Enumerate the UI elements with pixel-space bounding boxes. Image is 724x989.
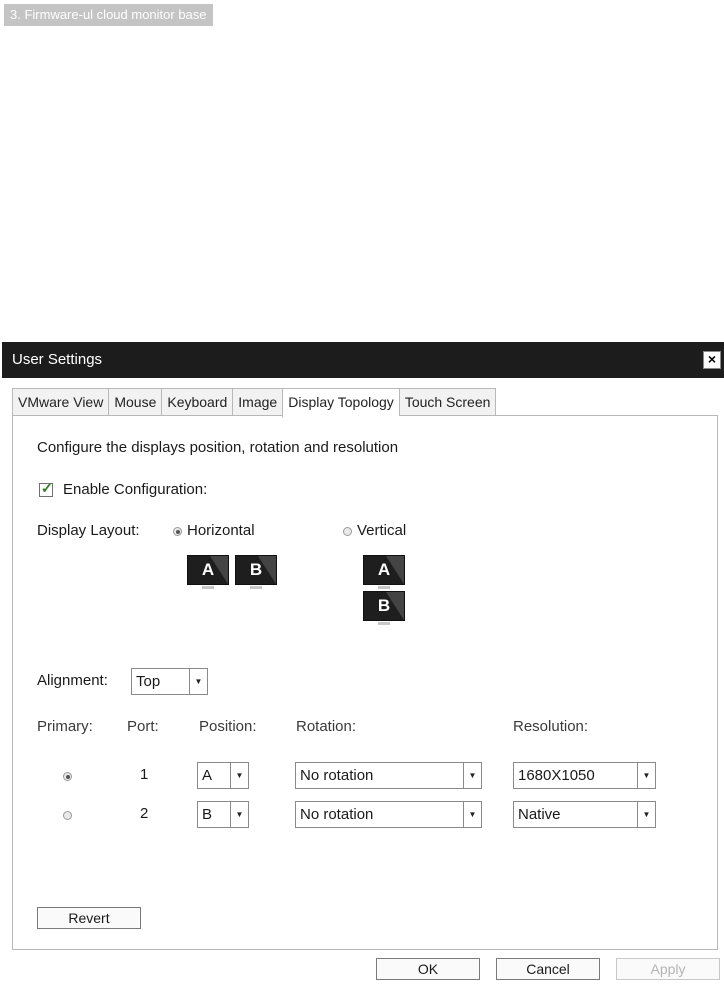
header-rotation: Rotation: — [296, 718, 357, 735]
triangle-down-icon: ▼ — [637, 802, 655, 827]
rotation-value: No rotation — [300, 806, 374, 823]
alignment-select[interactable] — [131, 668, 208, 695]
enable-configuration-label: Enable Configuration: — [63, 481, 208, 498]
triangle-down-icon: ▼ — [463, 763, 481, 788]
monitor-icon — [187, 555, 229, 585]
triangle-down-icon: ▼ — [230, 763, 248, 788]
position-select-port-1[interactable] — [197, 762, 249, 789]
header-port: Port: — [127, 718, 159, 735]
panel-description: Configure the displays position, rotation and resolution — [37, 439, 399, 456]
monitor-icon — [235, 555, 277, 585]
monitor-stand — [202, 586, 214, 589]
monitor-stand — [250, 586, 262, 589]
rotation-select-port-2[interactable] — [295, 801, 482, 828]
triangle-down-icon: ▼ — [230, 802, 248, 827]
resolution-value: 1680X1050 — [518, 767, 595, 784]
title-bar — [2, 342, 724, 378]
tab-mouse[interactable]: Mouse — [108, 388, 161, 416]
checkmark-icon: ✓ — [41, 480, 53, 496]
revert-button[interactable]: Revert — [37, 907, 141, 929]
ok-button[interactable]: OK — [376, 958, 480, 980]
tab-touch-screen[interactable]: Touch Screen — [399, 388, 497, 416]
layout-horizontal-label: Horizontal — [187, 522, 255, 539]
tab-bar — [12, 388, 496, 416]
layout-vertical-radio[interactable] — [343, 527, 352, 536]
monitor-b-label: B — [377, 596, 391, 615]
monitor-stand — [378, 622, 390, 625]
primary-radio-port-1[interactable] — [63, 772, 72, 781]
rotation-value: No rotation — [300, 767, 374, 784]
rotation-select-port-1[interactable] — [295, 762, 482, 789]
triangle-down-icon: ▼ — [463, 802, 481, 827]
window-title: User Settings — [12, 351, 103, 368]
resolution-value: Native — [518, 806, 561, 823]
monitor-a-label: A — [377, 560, 391, 579]
resolution-select-port-1[interactable] — [513, 762, 656, 789]
header-primary: Primary: — [37, 718, 93, 735]
apply-button[interactable]: Apply — [616, 958, 720, 980]
layout-horizontal-radio[interactable] — [173, 527, 182, 536]
header-resolution: Resolution: — [513, 718, 589, 735]
monitor-stand — [378, 586, 390, 589]
position-select-port-2[interactable] — [197, 801, 249, 828]
display-layout-label: Display Layout: — [37, 522, 140, 539]
user-settings-dialog — [2, 342, 724, 989]
display-topology-panel — [12, 415, 718, 950]
monitor-b-label: B — [249, 560, 263, 579]
tab-keyboard[interactable]: Keyboard — [161, 388, 232, 416]
tab-display-topology[interactable]: Display Topology — [282, 388, 399, 418]
layout-vertical-label: Vertical — [357, 522, 407, 539]
port-number: 2 — [140, 805, 149, 822]
monitor-icon — [363, 591, 405, 621]
primary-radio-port-2[interactable] — [63, 811, 72, 820]
alignment-value: Top — [136, 673, 161, 690]
close-icon[interactable]: × — [703, 351, 721, 369]
cancel-button[interactable]: Cancel — [496, 958, 600, 980]
port-number: 1 — [140, 766, 149, 783]
enable-configuration-checkbox[interactable] — [39, 480, 53, 497]
tab-image[interactable]: Image — [232, 388, 282, 416]
header-position: Position: — [199, 718, 257, 735]
position-value: A — [202, 767, 213, 784]
position-value: B — [202, 806, 213, 823]
monitor-icon — [363, 555, 405, 585]
resolution-select-port-2[interactable] — [513, 801, 656, 828]
tab-vmware-view[interactable]: VMware View — [12, 388, 108, 416]
image-caption: 3. Firmware-ul cloud monitor base — [4, 4, 213, 26]
monitor-a-label: A — [201, 560, 215, 579]
triangle-down-icon: ▼ — [637, 763, 655, 788]
triangle-down-icon: ▼ — [189, 669, 207, 694]
alignment-label: Alignment: — [37, 672, 108, 689]
